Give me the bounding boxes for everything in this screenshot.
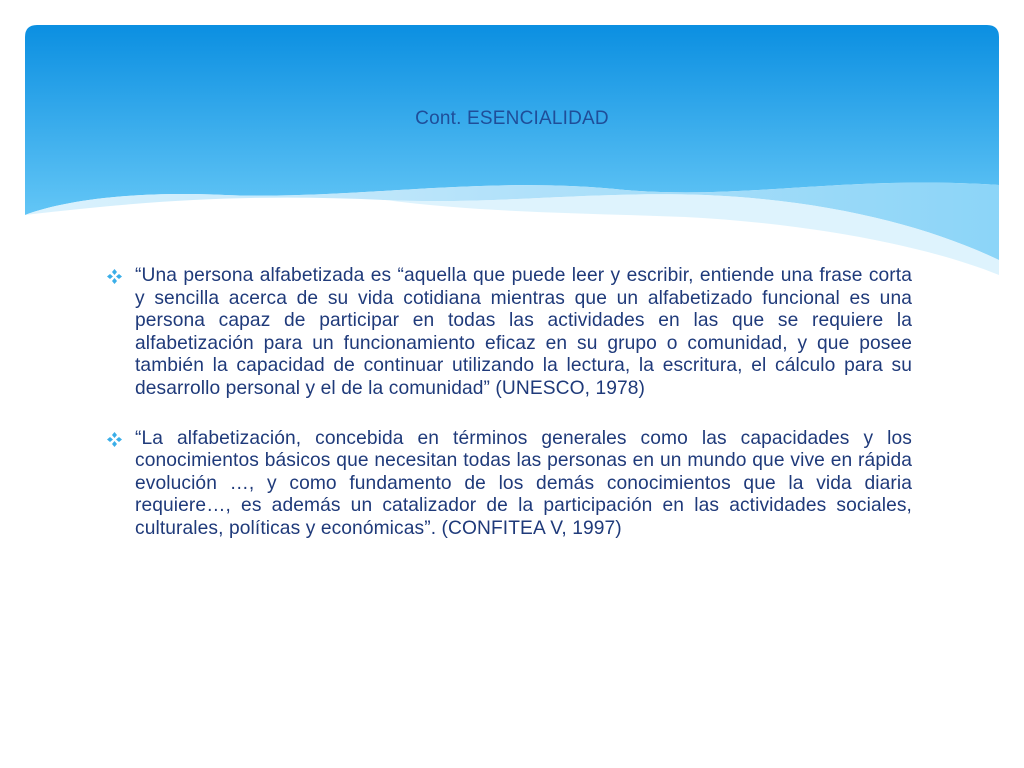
bullet-text: “Una persona alfabetizada es “aquella que puede leer y escribir, entiende una frase corta y sencilla acerca de su vida cotidiana mientras que un alfabetizado funcional es una persona capaz de participar en todas las actividades en las que se requiere la alfabetización para un funcionamiento eficaz en su grupo o comunidad, y que posee también la capacidad de continuar utilizando la lectura, la escritura, el cálculo para su desarrollo personal y el de la comunidad” (UNESCO, 1978) xyxy=(135,265,912,399)
bullet-item xyxy=(106,265,912,401)
header-wave-graphic xyxy=(25,25,999,275)
header-band xyxy=(25,25,999,275)
bullet-list xyxy=(106,265,912,568)
bullet-text: “La alfabetización, concebida en términos generales como las capacidades y los conocimientos básicos que necesitan todas las personas en un mundo que vive en rápida evolución …, y como fundamento de los demás conocimientos que la vida diaria requiere…, es además un catalizador de la participación en las actividades sociales, culturales, políticas y económicas”. (CONFITEA V, 1997) xyxy=(135,427,912,539)
slide-title: Cont. ESENCIALIDAD xyxy=(415,108,609,129)
bullet-item xyxy=(106,428,912,541)
diamond-bullet-icon xyxy=(106,268,123,285)
diamond-bullet-icon xyxy=(106,431,123,448)
